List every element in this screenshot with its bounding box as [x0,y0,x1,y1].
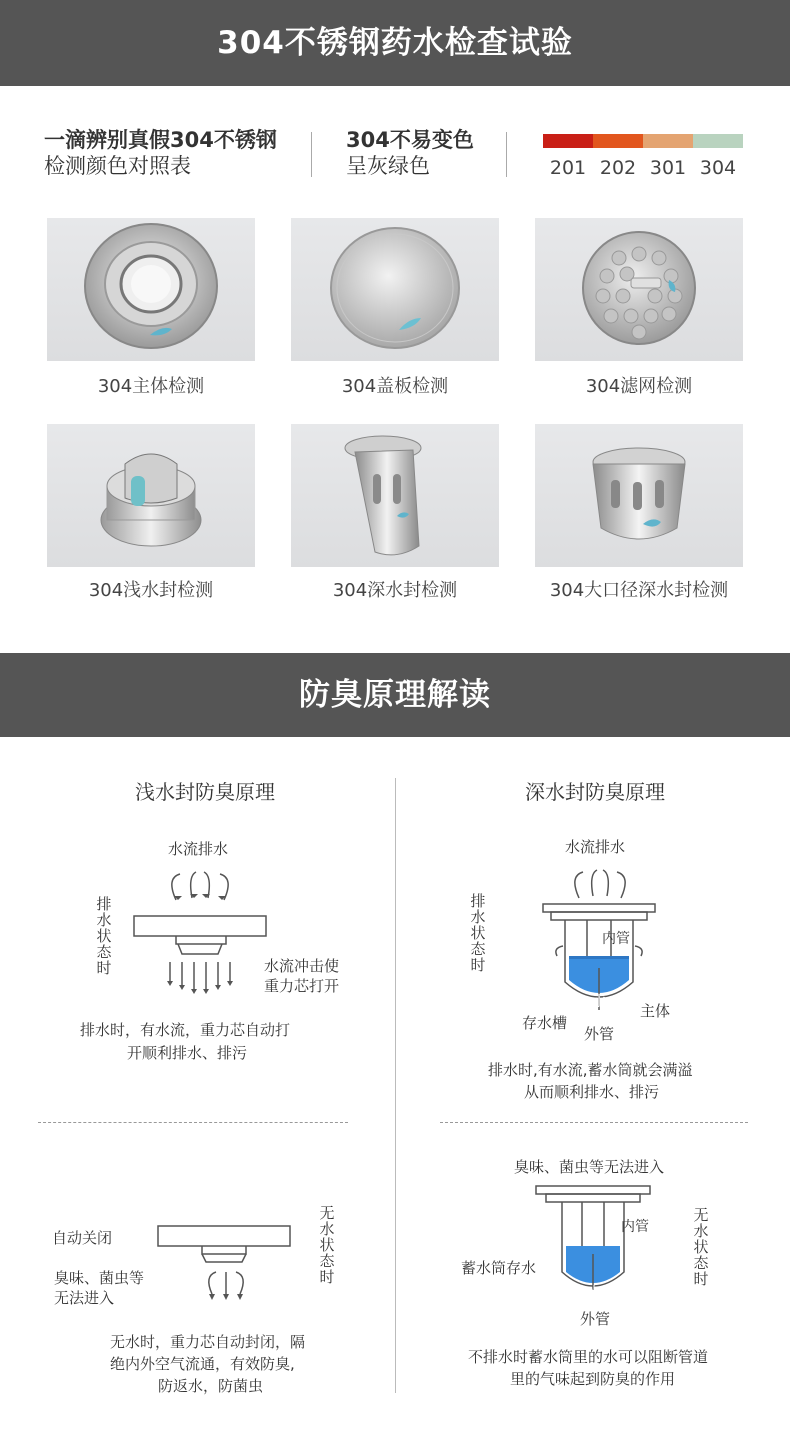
caption-drain-body: 304主体检测 [97,376,205,397]
cover-plate-photo [291,218,499,361]
shallow-desc-line1: 排水时，有水流，重力芯自动打 [80,1021,291,1039]
deep-body-label: 主体 [640,1002,671,1020]
swatch-label-201: 201 [549,157,587,179]
deep-seal-photo [291,424,499,567]
caption-filter-mesh: 304滤网检测 [585,376,693,397]
banner-title-odor-principle: 防臭原理解读 [0,653,790,737]
deep-seal-title: 深水封防臭原理 [525,780,665,804]
intro-heading: 一滴辨别真假304不锈钢 [44,128,277,152]
swatch-label-301: 301 [649,157,687,179]
deep-desc-line1: 排水时,有水流,蓄水筒就会满溢 [488,1061,693,1079]
caption-wide-deep-seal: 304大口径深水封检测 [549,580,729,601]
deep-outer-pipe-label: 外管 [584,1025,615,1043]
deep-draining-vertical: 排水状态时 [470,892,486,974]
deep-outer-pipe2-label: 外管 [580,1310,611,1328]
swatch-label-202: 202 [599,157,637,179]
shallow-odor-line1: 臭味、菌虫等 [54,1269,145,1287]
shallow-desc-line2: 开顺利排水、排污 [127,1044,248,1062]
swatch-201 [543,134,593,148]
deep-desc-line2: 从而顺利排水、排污 [524,1083,660,1101]
deep-water2-label: 水 [587,1285,601,1301]
center-divider [395,778,396,1393]
shallow-impact-line1: 水流冲击使 [264,957,340,975]
deep-nowater-line1: 不排水时蓄水筒里的水可以阻断管道 [468,1348,709,1366]
shallow-nowater-line2: 绝内外空气流通，有效防臭, [110,1355,295,1373]
shallow-seal-title: 浅水封防臭原理 [135,780,275,804]
swatch-202 [593,134,643,148]
banner-title-chemical-test: 304不锈钢药水检查试验 [0,0,790,86]
deep-water-label: 水 [592,994,606,1010]
shallow-flow-label: 水流排水 [168,840,229,858]
intro-subheading: 检测颜色对照表 [44,154,191,178]
shallow-nowater-vertical: 无水状态时 [319,1204,335,1286]
swatch-304 [693,134,743,148]
filter-mesh-photo [535,218,743,361]
shallow-seal-photo [47,424,255,567]
intro-304-color: 呈灰绿色 [346,154,430,178]
shallow-odor-line2: 无法进入 [54,1289,115,1307]
shallow-divider [38,1122,348,1123]
deep-inner-pipe-label: 内管 [602,931,630,947]
shallow-draining-diagram [130,860,280,1000]
caption-cover-plate: 304盖板检测 [341,376,449,397]
deep-odor-label: 臭味、菌虫等无法进入 [514,1158,665,1176]
caption-deep-seal: 304深水封检测 [332,580,458,601]
deep-storage2-label: 蓄水筒存水 [461,1259,537,1277]
shallow-nowater-line1: 无水时，重力芯自动封闭，隔 [110,1333,306,1351]
deep-nowater-vertical: 无水状态时 [693,1206,709,1288]
intro-divider [311,132,312,177]
deep-storage-label: 存水槽 [522,1014,568,1032]
shallow-impact-line2: 重力芯打开 [264,977,340,995]
swatch-301 [643,134,693,148]
deep-flow-label: 水流排水 [565,838,626,856]
deep-nowater-line2: 里的气味起到防臭的作用 [510,1370,676,1388]
wide-deep-seal-photo [535,424,743,567]
shallow-closed-label: 自动关闭 [52,1229,113,1247]
caption-shallow-seal: 304浅水封检测 [88,580,214,601]
swatch-label-304: 304 [699,157,737,179]
shallow-draining-vertical: 排水状态时 [96,895,112,977]
drain-body-photo [47,218,255,361]
intro-divider-2 [506,132,507,177]
shallow-nowater-line3: 防返水，防菌虫 [158,1377,264,1395]
intro-304-note: 304不易变色 [346,128,474,152]
shallow-closed-diagram [150,1220,300,1310]
deep-inner-pipe2-label: 内管 [621,1219,649,1235]
deep-divider [440,1122,748,1123]
